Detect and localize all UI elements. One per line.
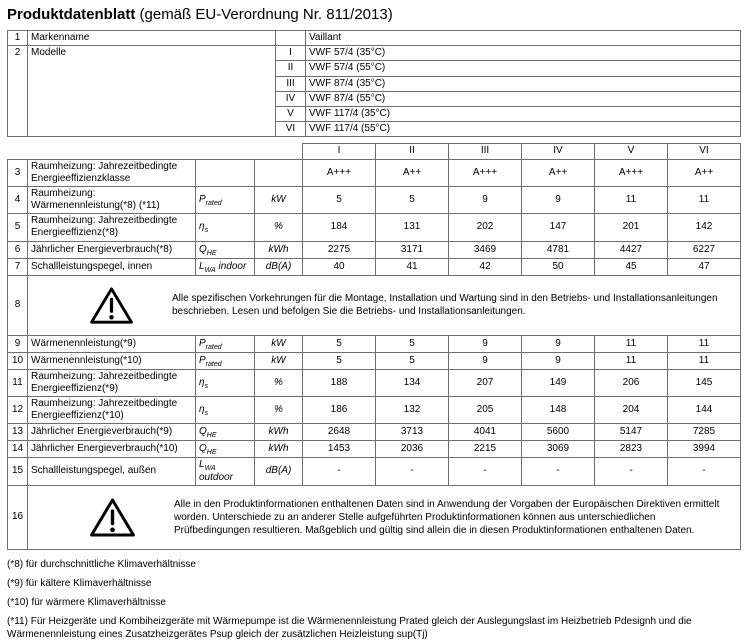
warning-icon bbox=[89, 497, 136, 538]
value-cell: 205 bbox=[449, 397, 522, 424]
footnotes bbox=[7, 558, 739, 641]
value-cell: 142 bbox=[668, 214, 741, 241]
symbol-cell: $L_{WA}$ indoor bbox=[196, 258, 255, 275]
value-cell: 11 bbox=[668, 335, 741, 352]
value-cell: 11 bbox=[595, 352, 668, 369]
row-number: 4 bbox=[8, 186, 28, 213]
page-title bbox=[7, 6, 739, 23]
value-cell: 11 bbox=[595, 186, 668, 213]
value-cell: 134 bbox=[376, 369, 449, 396]
value-cell: 202 bbox=[449, 214, 522, 241]
row-label: Wärmenennleistung(*10) bbox=[28, 352, 196, 369]
roman-cell: I bbox=[276, 46, 306, 61]
row-label: Modelle bbox=[28, 46, 276, 137]
value-cell: 9 bbox=[449, 335, 522, 352]
value-cell: 47 bbox=[668, 258, 741, 275]
value-cell: 186 bbox=[303, 397, 376, 424]
value-cell: 204 bbox=[595, 397, 668, 424]
row-number: 1 bbox=[8, 31, 28, 46]
table-row bbox=[8, 335, 741, 352]
value-cell: 147 bbox=[522, 214, 595, 241]
symbol-cell: $Q_{HE}$ bbox=[196, 424, 255, 441]
column-header: III bbox=[449, 144, 522, 159]
row-label: Jährlicher Energieverbrauch(*8) bbox=[28, 241, 196, 258]
value-cell: 41 bbox=[376, 258, 449, 275]
value-cell: 5 bbox=[376, 335, 449, 352]
row-number: 2 bbox=[8, 46, 28, 137]
value-cell: VWF 87/4 (35°C) bbox=[306, 76, 741, 91]
value-cell: A++ bbox=[376, 159, 449, 186]
row-number: 6 bbox=[8, 241, 28, 258]
value-cell: 3994 bbox=[668, 441, 741, 458]
value-cell: 4427 bbox=[595, 241, 668, 258]
value-cell: 45 bbox=[595, 258, 668, 275]
value-cell: 7285 bbox=[668, 424, 741, 441]
row-label: Raumheizung: Jahrezeitbedingte Energieeffizienz(*8) bbox=[28, 214, 196, 241]
unit-cell: kW bbox=[255, 186, 303, 213]
unit-cell: % bbox=[255, 369, 303, 396]
row-label: Markenname bbox=[28, 31, 276, 46]
value-cell: 1453 bbox=[303, 441, 376, 458]
value-cell: 9 bbox=[522, 186, 595, 213]
row-label: Schallleistungspegel, außen bbox=[28, 458, 196, 485]
symbol-cell: $\eta_s$ bbox=[196, 397, 255, 424]
value-cell: 11 bbox=[668, 352, 741, 369]
value-cell: A++ bbox=[522, 159, 595, 186]
table-row bbox=[8, 458, 741, 485]
value-cell: 11 bbox=[595, 335, 668, 352]
value-cell: 3469 bbox=[449, 241, 522, 258]
table-row bbox=[8, 46, 741, 61]
row-label: Jährlicher Energieverbrauch(*9) bbox=[28, 424, 196, 441]
footnote: (*11) Für Heizgeräte und Kombiheizgeräte mit Wärmepumpe ist die Wärmenennleistung Prated gleich der Auslegungslast im Heizbetrieb Pdesignh und die Wärmenennleistung eines Zusatzheizgerätes Psup gleich der zusätzlichen Heizleistung sup(Tj) bbox=[7, 615, 692, 640]
value-cell: 131 bbox=[376, 214, 449, 241]
value-cell: 5 bbox=[376, 352, 449, 369]
roman-cell: VI bbox=[276, 122, 306, 137]
row-number: 14 bbox=[8, 441, 28, 458]
column-header: I bbox=[303, 144, 376, 159]
value-cell: 132 bbox=[376, 397, 449, 424]
unit-cell: kW bbox=[255, 335, 303, 352]
table-row bbox=[8, 159, 741, 186]
symbol-cell: $L_{WA}$ outdoor bbox=[196, 458, 255, 485]
unit-cell: dB(A) bbox=[255, 258, 303, 275]
row-label: Raumheizung: Jahrezeitbedingte Energieeffizienzklasse bbox=[28, 159, 196, 186]
notice-text: Alle spezifischen Vorkehrungen für die Montage, Installation und Wartung sind in den Betriebs- und Installationsanleitungen beschrieben. Lesen und befolgen Sie die Betriebs- und Installationsanleitungen. bbox=[172, 293, 718, 318]
table-row bbox=[8, 258, 741, 275]
specification-table bbox=[7, 143, 741, 549]
row-number: 8 bbox=[8, 275, 28, 335]
value-cell: 42 bbox=[449, 258, 522, 275]
value-cell: 11 bbox=[668, 186, 741, 213]
value-cell: 9 bbox=[449, 352, 522, 369]
value-cell: 5 bbox=[303, 186, 376, 213]
table-row bbox=[8, 397, 741, 424]
row-number: 15 bbox=[8, 458, 28, 485]
value-cell: 9 bbox=[522, 352, 595, 369]
spacer-cell bbox=[8, 144, 303, 159]
value-cell: 206 bbox=[595, 369, 668, 396]
value-cell: 2823 bbox=[595, 441, 668, 458]
warning-icon bbox=[89, 286, 134, 325]
row-label: Raumheizung: Wärmenennleistung(*8) (*11) bbox=[28, 186, 196, 213]
table-row bbox=[8, 31, 741, 46]
value-cell: 50 bbox=[522, 258, 595, 275]
unit-cell: % bbox=[255, 397, 303, 424]
value-cell: - bbox=[376, 458, 449, 485]
value-cell: 4781 bbox=[522, 241, 595, 258]
page-title-suffix: (gemäß EU-Verordnung Nr. 811/2013) bbox=[135, 6, 393, 23]
row-number: 5 bbox=[8, 214, 28, 241]
roman-cell: III bbox=[276, 76, 306, 91]
value-cell: 188 bbox=[303, 369, 376, 396]
unit-cell: % bbox=[255, 214, 303, 241]
value-cell: 184 bbox=[303, 214, 376, 241]
row-number: 3 bbox=[8, 159, 28, 186]
unit-cell bbox=[255, 159, 303, 186]
footnote: (*10) für wärmere Klimaverhältnisse bbox=[7, 596, 166, 608]
value-cell: VWF 87/4 (55°C) bbox=[306, 91, 741, 106]
unit-cell: kW bbox=[255, 352, 303, 369]
page-title-main: Produktdatenblatt bbox=[7, 6, 136, 23]
value-cell: VWF 117/4 (55°C) bbox=[306, 122, 741, 137]
row-number: 16 bbox=[8, 485, 28, 549]
row-number: 7 bbox=[8, 258, 28, 275]
symbol-cell: $P_{rated}$ bbox=[196, 335, 255, 352]
roman-cell: IV bbox=[276, 91, 306, 106]
value-cell: 5 bbox=[303, 335, 376, 352]
value-cell: VWF 117/4 (35°C) bbox=[306, 106, 741, 121]
row-number: 10 bbox=[8, 352, 28, 369]
roman-cell: II bbox=[276, 61, 306, 76]
column-header: IV bbox=[522, 144, 595, 159]
value-cell: - bbox=[668, 458, 741, 485]
table-row bbox=[8, 369, 741, 396]
value-cell: 207 bbox=[449, 369, 522, 396]
value-cell: 2036 bbox=[376, 441, 449, 458]
row-label: Jährlicher Energieverbrauch(*10) bbox=[28, 441, 196, 458]
row-label: Schallleistungspegel, innen bbox=[28, 258, 196, 275]
value-cell: 3171 bbox=[376, 241, 449, 258]
value-cell: 6227 bbox=[668, 241, 741, 258]
value-cell: - bbox=[449, 458, 522, 485]
value-cell: 201 bbox=[595, 214, 668, 241]
notice-row bbox=[8, 485, 741, 549]
row-label: Wärmenennleistung(*9) bbox=[28, 335, 196, 352]
unit-cell: kWh bbox=[255, 441, 303, 458]
table-row bbox=[8, 186, 741, 213]
symbol-cell: $\eta_s$ bbox=[196, 369, 255, 396]
table-row bbox=[8, 424, 741, 441]
column-header-row bbox=[8, 144, 741, 159]
table-row bbox=[8, 214, 741, 241]
unit-cell: kWh bbox=[255, 424, 303, 441]
unit-cell: dB(A) bbox=[255, 458, 303, 485]
value-cell: A+++ bbox=[303, 159, 376, 186]
symbol-cell: $Q_{HE}$ bbox=[196, 441, 255, 458]
roman-cell bbox=[276, 31, 306, 46]
value-cell: - bbox=[522, 458, 595, 485]
table-row bbox=[8, 441, 741, 458]
table-row bbox=[8, 352, 741, 369]
table-row bbox=[8, 241, 741, 258]
value-cell: A+++ bbox=[449, 159, 522, 186]
row-number: 12 bbox=[8, 397, 28, 424]
value-cell: 5 bbox=[376, 186, 449, 213]
row-number: 11 bbox=[8, 369, 28, 396]
value-cell: 5600 bbox=[522, 424, 595, 441]
symbol-cell: $P_{rated}$ bbox=[196, 186, 255, 213]
value-cell: A+++ bbox=[595, 159, 668, 186]
notice-text: Alle in den Produktinformationen enthaltenen Daten sind in Anwendung der Vorgaben der Europäischen Direktiven ermittelt worden. Unterschiede zu an anderer Stelle aufgeführten Produktinformationen können aus unterschiedlichen Prüfbedingungen resultieren. Maßgeblich und gültig sind allein die in diesen Produktinformationen enthaltenen Daten. bbox=[174, 498, 720, 536]
footnote: (*8) für durchschnittliche Klimaverhältnisse bbox=[7, 558, 196, 570]
column-header: V bbox=[595, 144, 668, 159]
notice-cell bbox=[28, 275, 741, 335]
value-cell: 5 bbox=[303, 352, 376, 369]
value-cell: 145 bbox=[668, 369, 741, 396]
unit-cell: kWh bbox=[255, 241, 303, 258]
value-cell: VWF 57/4 (55°C) bbox=[306, 61, 741, 76]
roman-cell: V bbox=[276, 106, 306, 121]
row-label: Raumheizung: Jahrezeitbedingte Energieeffizienz(*9) bbox=[28, 369, 196, 396]
column-header: VI bbox=[668, 144, 741, 159]
value-cell: 2275 bbox=[303, 241, 376, 258]
value-cell: 40 bbox=[303, 258, 376, 275]
value-cell: - bbox=[595, 458, 668, 485]
row-number: 13 bbox=[8, 424, 28, 441]
value-cell: 2648 bbox=[303, 424, 376, 441]
value-cell: Vaillant bbox=[306, 31, 741, 46]
value-cell: 149 bbox=[522, 369, 595, 396]
value-cell: 148 bbox=[522, 397, 595, 424]
value-cell: 9 bbox=[522, 335, 595, 352]
value-cell: 4041 bbox=[449, 424, 522, 441]
value-cell: 3713 bbox=[376, 424, 449, 441]
notice-cell bbox=[28, 485, 741, 549]
notice-row bbox=[8, 275, 741, 335]
value-cell: 5147 bbox=[595, 424, 668, 441]
symbol-cell: $Q_{HE}$ bbox=[196, 241, 255, 258]
value-cell: 3069 bbox=[522, 441, 595, 458]
value-cell: 2215 bbox=[449, 441, 522, 458]
value-cell: 9 bbox=[449, 186, 522, 213]
symbol-cell: $\eta_s$ bbox=[196, 214, 255, 241]
column-header: II bbox=[376, 144, 449, 159]
brand-model-table bbox=[7, 30, 741, 137]
row-label: Raumheizung: Jahrezeitbedingte Energieeffizienz(*10) bbox=[28, 397, 196, 424]
symbol-cell: $P_{rated}$ bbox=[196, 352, 255, 369]
footnote: (*9) für kältere Klimaverhältnisse bbox=[7, 577, 152, 589]
value-cell: - bbox=[303, 458, 376, 485]
value-cell: 144 bbox=[668, 397, 741, 424]
value-cell: A++ bbox=[668, 159, 741, 186]
value-cell: VWF 57/4 (35°C) bbox=[306, 46, 741, 61]
symbol-cell bbox=[196, 159, 255, 186]
row-number: 9 bbox=[8, 335, 28, 352]
